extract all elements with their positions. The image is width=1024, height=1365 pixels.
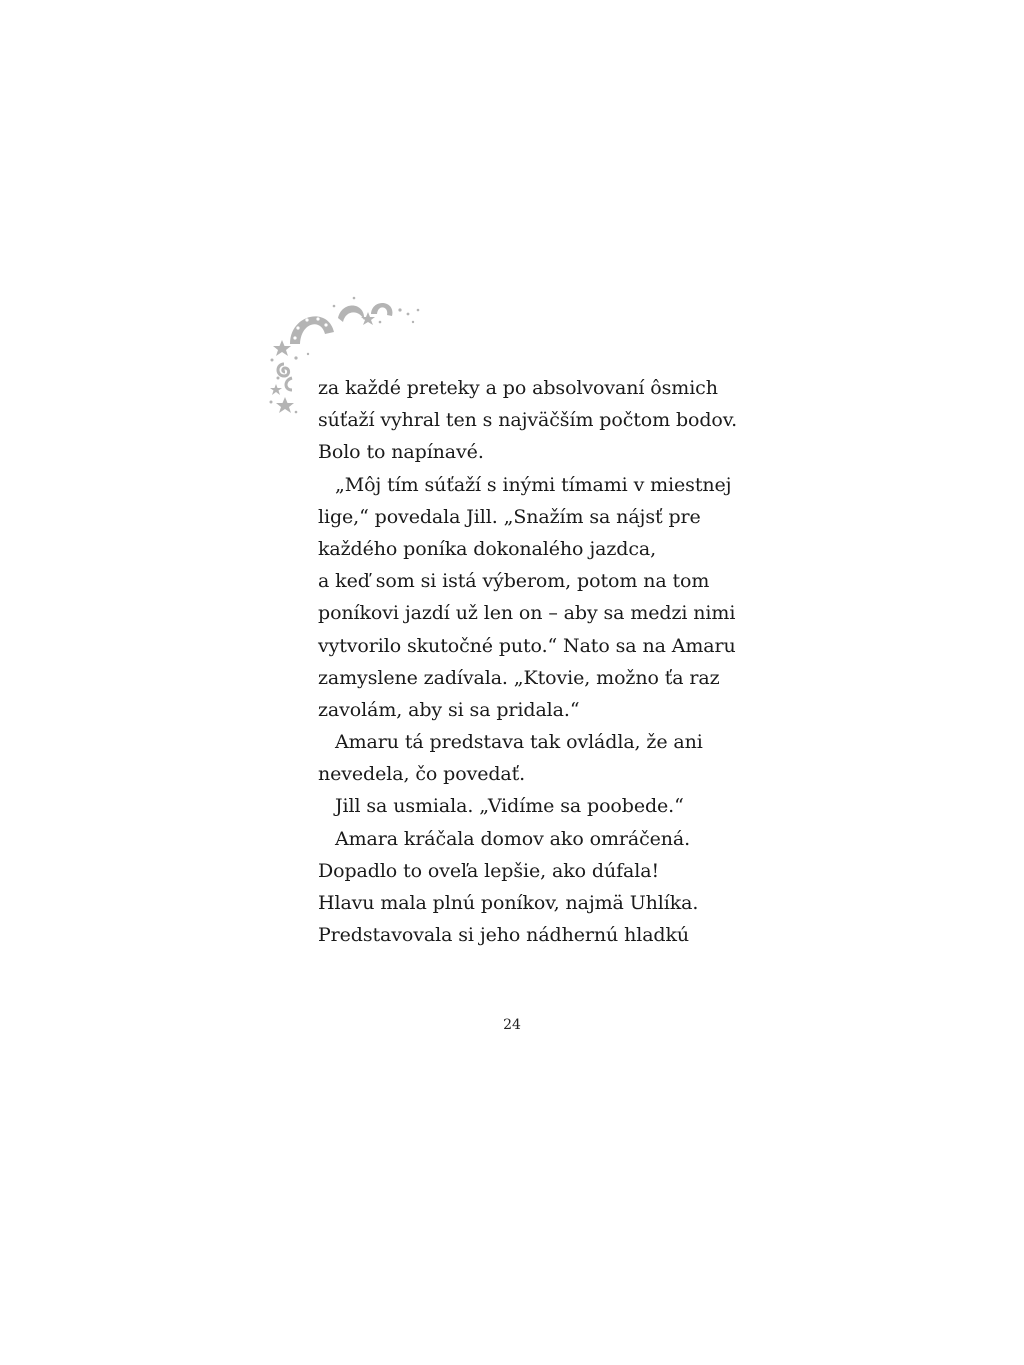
text-line: a keď som si istá výberom, potom na tom — [318, 570, 710, 593]
text-line: poníkovi jazdí už len on – aby sa medzi nimi — [318, 602, 736, 625]
text-line: „Môj tím súťaží s inými tímami v miestnej — [335, 473, 732, 496]
text-line: súťaží vyhral ten s najväčším počtom bodov. — [318, 409, 738, 432]
body-text — [318, 372, 738, 951]
page-number: 24 — [503, 1017, 521, 1033]
text-line: Jill sa usmiala. „Vidíme sa poobede.“ — [335, 795, 684, 818]
text-line: každého poníka dokonalého jazdca, — [318, 537, 657, 560]
text-line: lige,“ povedala Jill. „Snažím sa nájsť pre — [318, 505, 701, 528]
text-line: Dopadlo to oveľa lepšie, ako dúfala! — [318, 859, 660, 882]
text-line: vytvorilo skutočné puto.“ Nato sa na Amaru — [318, 634, 736, 657]
text-line: Hlavu mala plnú poníkov, najmä Uhlíka. — [318, 892, 699, 914]
text-line: Bolo to napínavé. — [318, 441, 484, 464]
text-line: Amara kráčala domov ako omráčená. — [335, 827, 691, 850]
text-line: zamyslene zadívala. „Ktovie, možno ťa raz — [318, 666, 720, 689]
text-line: Amaru tá predstava tak ovládla, že ani — [335, 731, 703, 754]
text-line: za každé preteky a po absolvovaní ôsmich — [318, 377, 718, 399]
text-line: nevedela, čo povedať. — [318, 763, 526, 786]
text-line: Predstavovala si jeho nádhernú hladkú — [318, 924, 690, 947]
text-line: zavolám, aby si sa pridala.“ — [318, 698, 580, 721]
